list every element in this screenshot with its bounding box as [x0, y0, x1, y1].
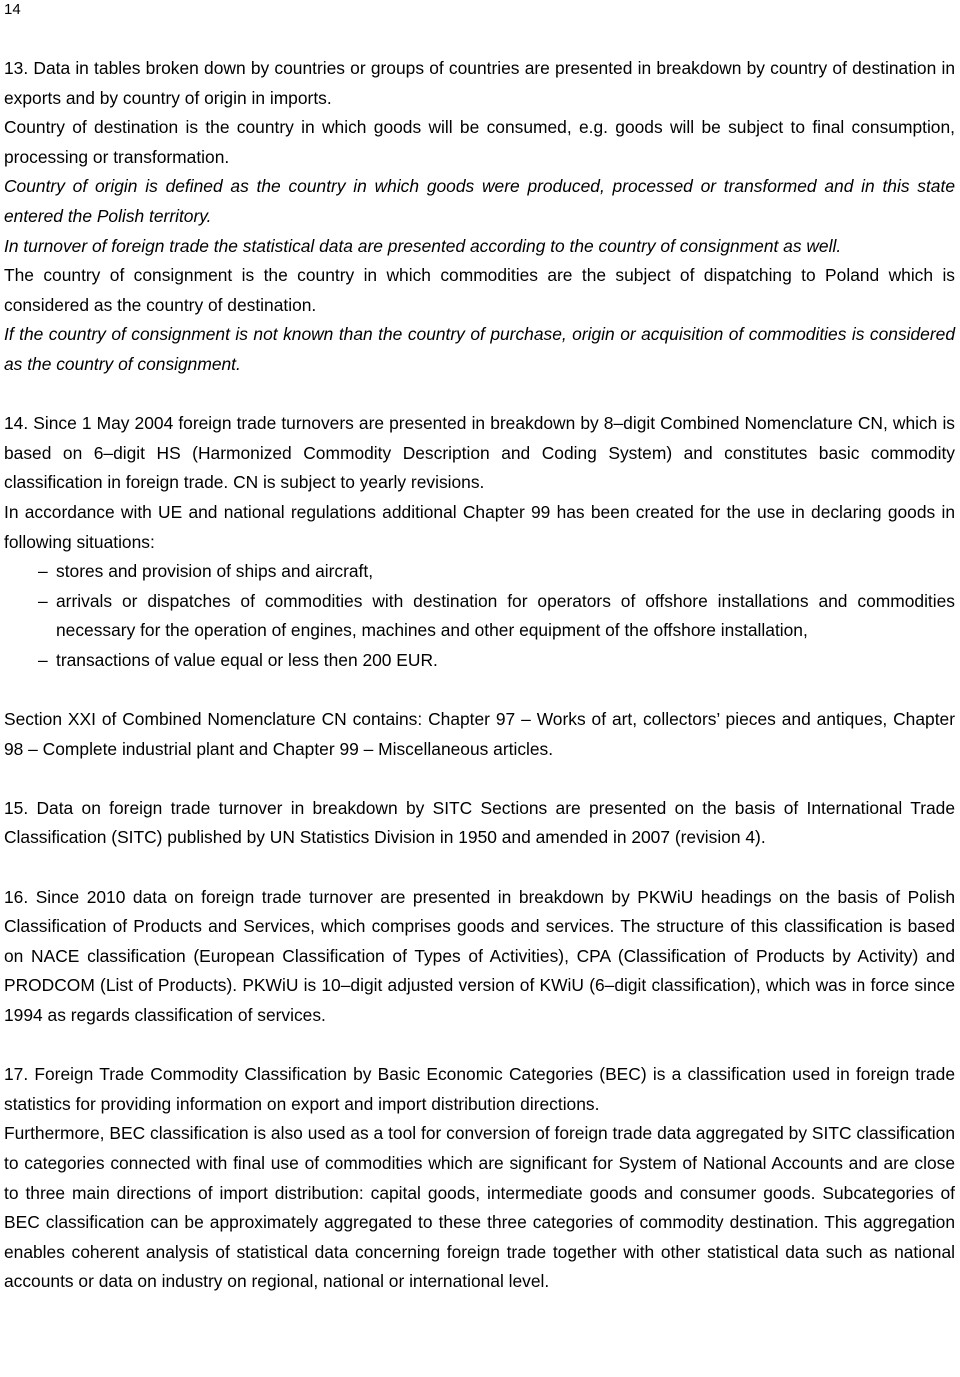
spacer: [4, 380, 955, 410]
paragraph: Country of origin is defined as the country in which goods were produced, processed or transformed and in this state entered the Polish territory.: [4, 176, 955, 226]
section-15: [4, 794, 955, 853]
paragraph: 15. Data on foreign trade turnover in breakdown by SITC Sections are presented on the basis of International Trade Classification (SITC) published by UN Statistics Division in 1950 and amended in 2007 (revision 4).: [4, 797, 955, 848]
list-item: [4, 587, 955, 646]
list-item: [4, 557, 955, 587]
paragraph: The country of consignment is the country in which commodities are the subject of dispatching to Poland which is considered as the country of destination.: [4, 265, 955, 315]
paragraph: 14. Since 1 May 2004 foreign trade turnovers are presented in breakdown by 8–digit Combined Nomenclature CN, which is based on 6–digit HS (Harmonized Commodity Description and Coding System) and constitutes basic commodity classification in foreign trade. CN is subject to yearly revisions.: [4, 413, 955, 493]
paragraph: 16. Since 2010 data on foreign trade turnover are presented in breakdown by PKWiU headings on the basis of Polish Classification of Products and Services, which comprises goods and services. The structure of this classification is based on NACE classification (European Classification of Types of Activities), CPA (Classification of Products by Activity) and PRODCOM (List of Products). PKWiU is 10–digit adjusted version of KWiU (6–digit classification), which was in force since 1994 as regards classification of services.: [4, 886, 955, 1025]
paragraph: If the country of consignment is not known than the country of purchase, origin or acquisition of commodities is considered as the country of consignment.: [4, 324, 955, 374]
page-number: 14: [4, 1, 21, 18]
paragraph: 17. Foreign Trade Commodity Classification by Basic Economic Categories (BEC) is a classification used in foreign trade statistics for providing information on export and import distribution directions.: [4, 1064, 955, 1114]
spacer: [4, 1031, 955, 1061]
dash-bullet: –: [38, 649, 48, 670]
dash-bullet: –: [38, 590, 48, 611]
spacer: [4, 675, 955, 705]
spacer: [4, 764, 955, 794]
paragraph: Country of destination is the country in which goods will be consumed, e.g. goods will be subject to final consumption, processing or transformation.: [4, 117, 955, 167]
document-body: [4, 54, 955, 1297]
list-item: [4, 646, 955, 676]
paragraph: Section XXI of Combined Nomenclature CN contains: Chapter 97 – Works of art, collectors’ pieces and antiques, Chapter 98 – Complete industrial plant and Chapter 99 – Miscellaneous articles.: [4, 709, 955, 759]
paragraph: In accordance with UE and national regulations additional Chapter 99 has been created for the use in declaring goods in following situations:: [4, 501, 955, 552]
section-17: [4, 1060, 955, 1297]
list-item-text: arrivals or dispatches of commodities with destination for operators of offshore installations and commodities necessary for the operation of engines, machines and other equipment of the offshore installation,: [56, 590, 955, 641]
list-item-text: stores and provision of ships and aircraft,: [56, 561, 374, 582]
paragraph: In turnover of foreign trade the statistical data are presented according to the country of consignment as well.: [4, 235, 842, 256]
section-14: [4, 409, 955, 764]
dash-bullet: –: [38, 561, 48, 582]
paragraph: Furthermore, BEC classification is also used as a tool for conversion of foreign trade data aggregated by SITC classification to categories connected with final use of commodities which are significant for System of National Accounts and are close to three main directions of import distribution: capital goods, intermediate goods and consumer goods. Subcategories of BEC classification can be approximately aggregated to these three categories of commodity destination. This aggregation enables coherent analysis of statistical data concerning foreign trade together with other statistical data such as national accounts or data on industry on regional, national or international level.: [4, 1123, 955, 1292]
spacer: [4, 853, 955, 883]
section-16: [4, 883, 955, 1031]
list-item-text: transactions of value equal or less then 200 EUR.: [56, 649, 438, 670]
section-13: [4, 54, 955, 380]
paragraph: 13. Data in tables broken down by countries or groups of countries are presented in breakdown by country of destination in exports and by country of origin in imports.: [4, 58, 955, 108]
